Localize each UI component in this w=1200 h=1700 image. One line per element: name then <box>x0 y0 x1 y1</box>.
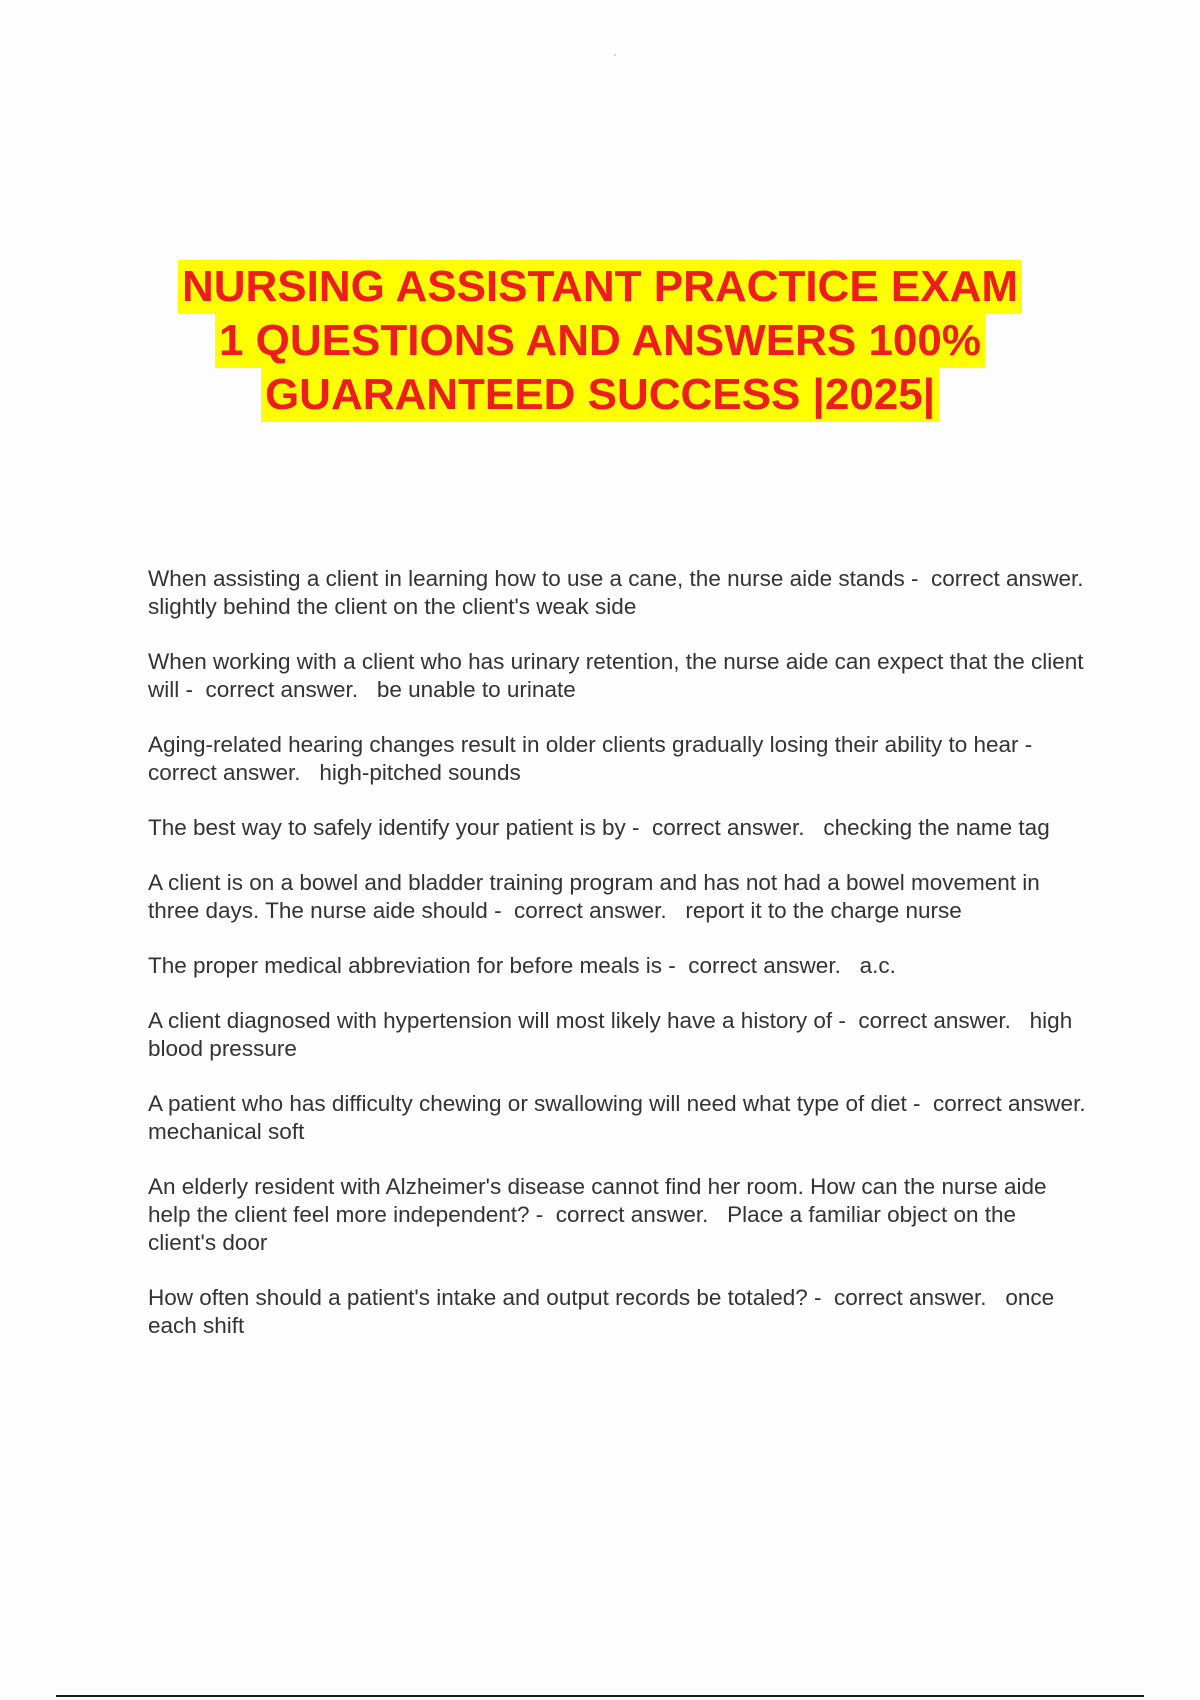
answer-text: be unable to urinate <box>376 677 576 702</box>
document-title <box>0 260 1200 422</box>
answer-text: report it to the charge nurse <box>685 898 962 923</box>
answer-separator: - correct answer. <box>625 815 824 840</box>
qa-item <box>148 1284 1088 1340</box>
title-line-1: NURSING ASSISTANT PRACTICE EXAM <box>178 260 1022 314</box>
answer-separator: - correct answer. <box>904 566 1103 591</box>
qa-item <box>148 814 1088 842</box>
question-text: A client diagnosed with hypertension will most likely have a history of <box>148 1008 833 1033</box>
question-text: An elderly resident with Alzheimer's disease cannot find her room. How can the nurse aide help the client feel more independent? <box>148 1174 1053 1227</box>
answer-text: high blood pressure <box>148 1008 1079 1061</box>
answer-separator: - correct answer. <box>487 898 686 923</box>
qa-item <box>148 1173 1088 1257</box>
question-text: The best way to safely identify your patient is by <box>148 815 626 840</box>
qa-item <box>148 731 1088 787</box>
question-text: How often should a patient's intake and output records be totaled? <box>148 1285 808 1310</box>
answer-text: Place a familiar object on the client's door <box>148 1202 1023 1255</box>
title-line-3: GUARANTEED SUCCESS |2025| <box>261 368 939 422</box>
question-text: The proper medical abbreviation for before meals is <box>148 953 663 978</box>
qa-list <box>148 565 1105 1367</box>
qa-item <box>148 952 1088 980</box>
answer-text: slightly behind the client on the client's weak side <box>148 594 637 619</box>
answer-text: once each shift <box>148 1285 1061 1338</box>
answer-text: a.c. <box>859 953 896 978</box>
answer-separator: - correct answer. <box>906 1091 1105 1116</box>
answer-separator: - correct answer. <box>529 1202 728 1227</box>
answer-separator: - correct answer. <box>148 732 1045 785</box>
question-text: Aging-related hearing changes result in older clients gradually losing their ability to hear <box>148 732 1019 757</box>
answer-separator: - correct answer. <box>662 953 860 978</box>
answer-separator: - correct answer. <box>179 677 377 702</box>
answer-text: checking the name tag <box>823 815 1050 840</box>
qa-item <box>148 1090 1105 1146</box>
page-bottom-divider <box>56 1695 1144 1697</box>
question-text: When assisting a client in learning how to use a cane, the nurse aide stands <box>148 566 905 591</box>
question-text: When working with a client who has urinary retention, the nurse aide can expect that the client will <box>148 649 1090 702</box>
qa-item <box>148 648 1088 704</box>
question-text: A patient who has difficulty chewing or swallowing will need what type of diet <box>148 1091 907 1116</box>
answer-separator: - correct answer. <box>832 1008 1030 1033</box>
title-line-2: 1 QUESTIONS AND ANSWERS 100% <box>215 314 985 368</box>
answer-text: high-pitched sounds <box>319 760 521 785</box>
answer-separator: - correct answer. <box>807 1285 1006 1310</box>
answer-text: mechanical soft <box>148 1119 305 1144</box>
question-text: A client is on a bowel and bladder training program and has not had a bowel movement in three days. The nurse aide should <box>148 870 1047 923</box>
qa-item <box>148 869 1088 925</box>
scan-speck <box>614 54 616 56</box>
qa-item <box>148 1007 1088 1063</box>
qa-item <box>148 565 1103 621</box>
